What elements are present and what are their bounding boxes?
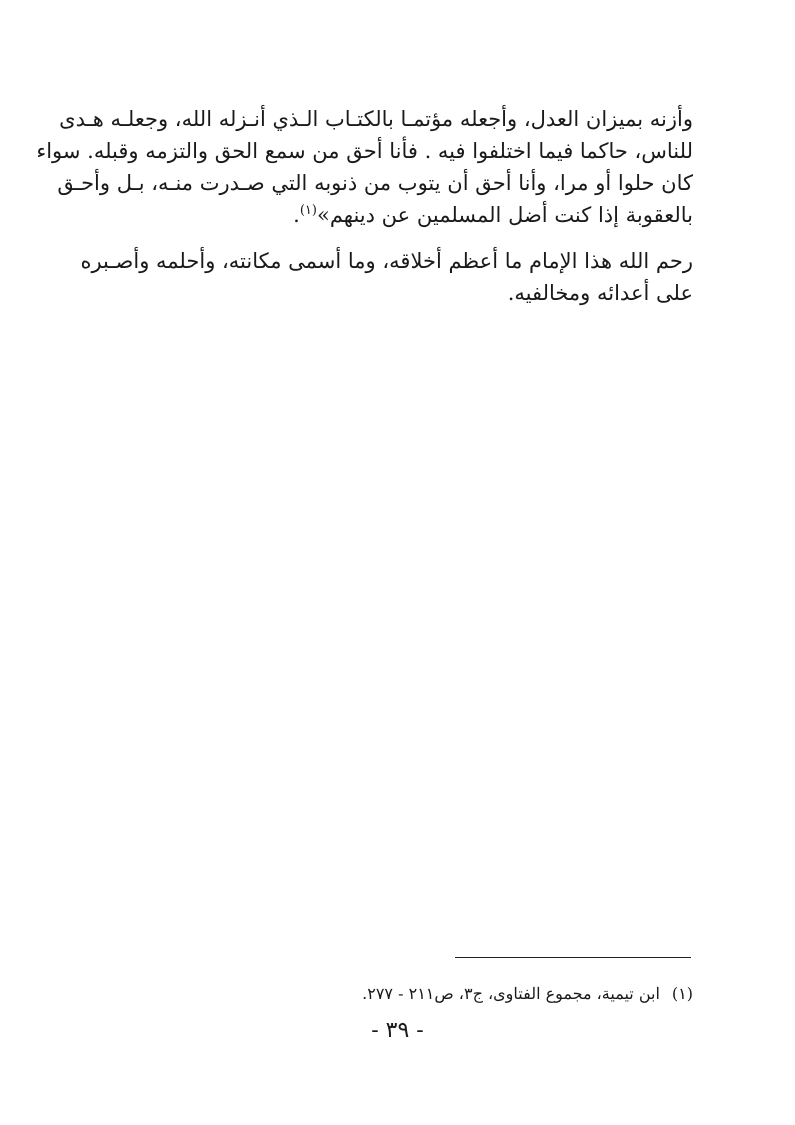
text-line <box>102 199 693 231</box>
footnote-text: ابن تيمية، مجموع الفتاوى، ج٣، ص٢١١ - ٢٧٧. <box>362 984 660 1003</box>
page-number: - ٣٩ - <box>371 1018 424 1043</box>
text-line: للناس، حاكما فيما اختلفوا فيه . فأنا أحق من سمع الحق والتزمه وقبله. سواء <box>36 139 693 163</box>
footnote <box>362 984 693 1004</box>
paragraph-1 <box>36 103 693 231</box>
text-line: رحم الله هذا الإمام ما أعظم أخلاقه، وما أسمى مكانته، وأحلمه وأصـبره <box>80 249 693 273</box>
main-text <box>36 103 693 309</box>
paragraph-2 <box>80 245 693 309</box>
text-line: على أعدائه ومخالفيه. <box>507 281 693 305</box>
text-line: وأزنه بميزان العدل، وأجعله مؤتمـا بالكتـاب الـذي أنـزله الله، وجعلـه هـدى <box>59 107 693 131</box>
footnote-divider <box>455 957 691 958</box>
footnote-marker: (١) <box>671 984 693 1003</box>
text-line-content: بالعقوبة إذا كنت أضل المسلمين عن دينهم» <box>316 203 693 227</box>
text-line: كان حلوا أو مرا، وأنا أحق أن يتوب من ذنوبه التي صـدرت منـه، بـل وأحـق <box>57 171 693 195</box>
footnote-reference[interactable]: (١) <box>299 203 317 218</box>
sentence-end: . <box>293 203 300 227</box>
